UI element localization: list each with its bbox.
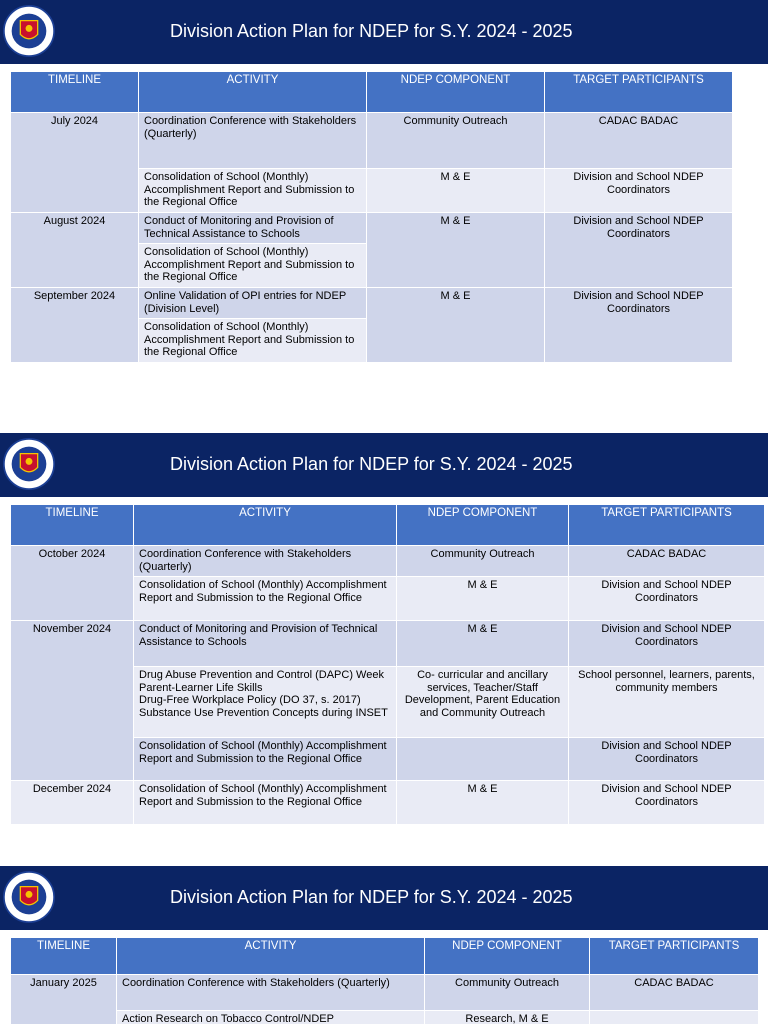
page-title: Division Action Plan for NDEP for S.Y. 2024 - 2025 xyxy=(170,454,573,474)
table-row xyxy=(11,546,765,577)
table-row xyxy=(11,975,759,1011)
participants-cell: School personnel, learners, parents, community members xyxy=(569,667,765,738)
table-row xyxy=(11,781,765,825)
action-plan-table xyxy=(10,937,759,1024)
component-cell: Co- curricular and ancillary services, Teacher/Staff Development, Parent Education and Community Outreach xyxy=(397,667,569,738)
header-timeline: TIMELINE xyxy=(11,72,139,113)
activity-cell: Consolidation of School (Monthly) Accomplishment Report and Submission to the Regional Office xyxy=(134,738,397,781)
component-cell: Community Outreach xyxy=(397,546,569,577)
slide-2 xyxy=(0,433,768,863)
component-cell: M & E xyxy=(367,169,545,213)
header-participants: TARGET PARTICIPANTS xyxy=(590,938,759,975)
slide-3 xyxy=(0,866,768,1024)
timeline-cell: August 2024 xyxy=(11,213,139,288)
table-header xyxy=(11,505,765,546)
participants-cell: Division and School NDEP Coordinators xyxy=(569,781,765,825)
participants-cell: CADAC BADAC xyxy=(590,975,759,1011)
header-activity: ACTIVITY xyxy=(117,938,425,975)
header-participants: TARGET PARTICIPANTS xyxy=(569,505,765,546)
deped-seal-icon xyxy=(3,5,55,57)
deped-seal-icon xyxy=(3,438,55,490)
activity-cell: Consolidation of School (Monthly) Accomplishment Report and Submission to the Regional Office xyxy=(139,319,367,363)
table-row xyxy=(11,1011,759,1024)
timeline-cell: October 2024 xyxy=(11,546,134,621)
participants-cell: CADAC BADAC xyxy=(569,546,765,577)
timeline-cell: July 2024 xyxy=(11,113,139,213)
activity-cell: Consolidation of School (Monthly) Accomplishment Report and Submission to the Regional Office xyxy=(134,781,397,825)
table-row xyxy=(11,113,733,169)
activity-cell: Online Validation of OPI entries for NDEP (Division Level) xyxy=(139,288,367,319)
activity-cell: Consolidation of School (Monthly) Accomplishment Report and Submission to the Regional Office xyxy=(134,577,397,621)
component-cell: M & E xyxy=(397,577,569,621)
timeline-cell: January 2025 xyxy=(11,975,117,1024)
page-title: Division Action Plan for NDEP for S.Y. 2024 - 2025 xyxy=(170,21,573,41)
header-activity: ACTIVITY xyxy=(134,505,397,546)
timeline-cell: November 2024 xyxy=(11,621,134,781)
activity-cell: Conduct of Monitoring and Provision of Technical Assistance to Schools xyxy=(139,213,367,244)
header-component: NDEP COMPONENT xyxy=(367,72,545,113)
table-row xyxy=(11,288,733,319)
activity-cell: Conduct of Monitoring and Provision of Technical Assistance to Schools xyxy=(134,621,397,667)
activity-cell: Coordination Conference with Stakeholders (Quarterly) xyxy=(117,975,425,1011)
participants-cell: Division and School NDEP Coordinators xyxy=(569,738,765,781)
table-row xyxy=(11,213,733,244)
component-cell: Research, M & E xyxy=(425,1011,590,1024)
participants-cell: Division and School NDEP Coordinators xyxy=(569,577,765,621)
participants-cell: Division and School NDEP Coordinators xyxy=(569,621,765,667)
page-title: Division Action Plan for NDEP for S.Y. 2024 - 2025 xyxy=(170,887,573,907)
timeline-cell: September 2024 xyxy=(11,288,139,363)
header-component: NDEP COMPONENT xyxy=(397,505,569,546)
participants-cell: Division and School NDEP Coordinators xyxy=(545,169,733,213)
component-cell: Community Outreach xyxy=(367,113,545,169)
component-cell: M & E xyxy=(397,621,569,667)
slide-1 xyxy=(0,0,768,430)
activity-cell: Consolidation of School (Monthly) Accomplishment Report and Submission to the Regional Office xyxy=(139,244,367,288)
participants-cell xyxy=(590,1011,759,1024)
action-plan-table xyxy=(10,71,733,363)
table-header xyxy=(11,72,733,113)
title-banner xyxy=(0,0,768,64)
participants-cell: Division and School NDEP Coordinators xyxy=(545,288,733,363)
component-cell: M & E xyxy=(367,213,545,288)
deped-seal-icon xyxy=(3,871,55,923)
title-banner xyxy=(0,866,768,930)
activity-cell: Action Research on Tobacco Control/NDEP xyxy=(117,1011,425,1024)
table-row xyxy=(11,621,765,667)
activity-cell: Coordination Conference with Stakeholders (Quarterly) xyxy=(134,546,397,577)
action-plan-table xyxy=(10,504,765,825)
table-header xyxy=(11,938,759,975)
component-cell: M & E xyxy=(397,781,569,825)
header-component: NDEP COMPONENT xyxy=(425,938,590,975)
component-cell: M & E xyxy=(367,288,545,363)
participants-cell: Division and School NDEP Coordinators xyxy=(545,213,733,288)
component-cell xyxy=(397,738,569,781)
component-cell: Community Outreach xyxy=(425,975,590,1011)
header-timeline: TIMELINE xyxy=(11,505,134,546)
title-banner xyxy=(0,433,768,497)
activity-cell: Consolidation of School (Monthly) Accomplishment Report and Submission to the Regional Office xyxy=(139,169,367,213)
activity-cell: Drug Abuse Prevention and Control (DAPC) Week Parent-Learner Life Skills Drug-Free Workplace Policy (DO 37, s. 2017) Substance Use Prevention Concepts during INSET xyxy=(134,667,397,738)
header-participants: TARGET PARTICIPANTS xyxy=(545,72,733,113)
header-activity: ACTIVITY xyxy=(139,72,367,113)
header-timeline: TIMELINE xyxy=(11,938,117,975)
activity-cell: Coordination Conference with Stakeholders (Quarterly) xyxy=(139,113,367,169)
participants-cell: CADAC BADAC xyxy=(545,113,733,169)
timeline-cell: December 2024 xyxy=(11,781,134,825)
